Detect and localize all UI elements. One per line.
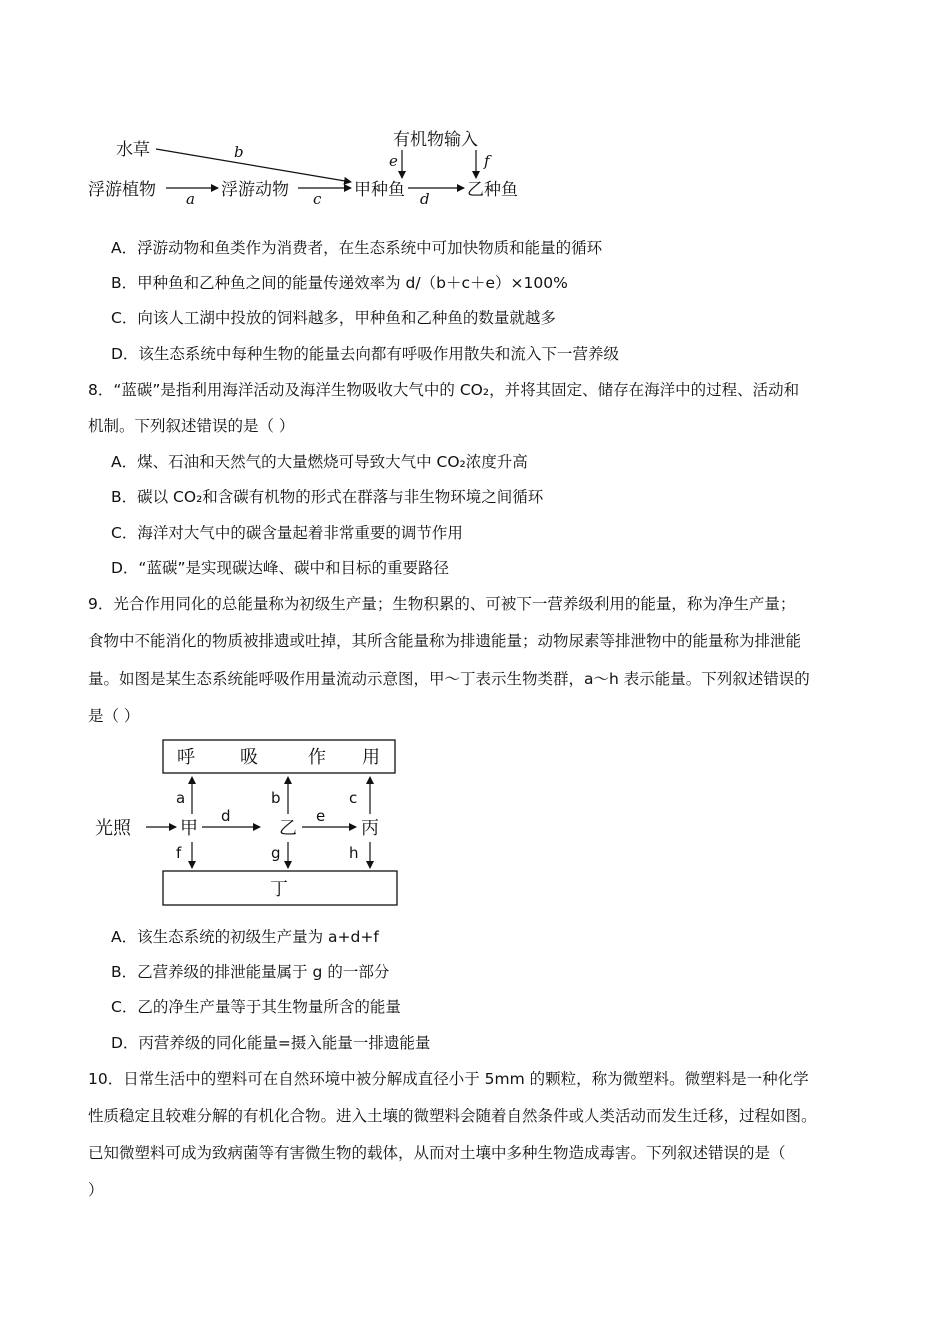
label-f: f	[484, 152, 490, 170]
label-c: c	[313, 190, 322, 208]
respiration-char-1: 呼	[177, 747, 195, 768]
label-g: g	[271, 844, 281, 862]
q9-stem-line-4: 是（ ）	[88, 707, 140, 725]
label-d: d	[420, 190, 430, 208]
q9-stem-line-2: 食物中不能消化的物质被排遗或吐掉，其所含能量称为排遗能量；动物尿素等排泄物中的能量称为排泄能	[88, 632, 802, 650]
label-c: c	[349, 789, 358, 807]
node-organic-input: 有机物输入	[393, 130, 478, 150]
label-b: b	[271, 789, 281, 807]
respiration-box	[163, 740, 395, 773]
q10-stem-line-1: 10．日常生活中的塑料可在自然环境中被分解成直径小于 5mm 的颗粒，称为微塑料。微塑料是一种化学	[88, 1070, 809, 1088]
q9-option-c[interactable]: C．乙的净生产量等于其生物量所含的能量	[111, 998, 401, 1016]
q10-stem-line-2: 性质稳定且较难分解的有机化合物。进入土壤的微塑料会随着自然条件或人类活动而发生迁移，过程如图。	[88, 1107, 817, 1125]
respiration-char-2: 吸	[240, 747, 258, 768]
q7-option-c[interactable]: C．向该人工湖中投放的饲料越多，甲种鱼和乙种鱼的数量就越多	[111, 309, 556, 327]
q10-stem-line-4: ）	[88, 1181, 104, 1199]
node-fuyou-dongwu: 浮游动物	[221, 180, 289, 200]
node-jia-zhong-yu: 甲种鱼	[354, 180, 405, 200]
yi-label: 乙	[279, 818, 297, 839]
q8-stem-line-1: 8．“蓝碳”是指利用海洋活动及海洋生物吸收大气中的 CO₂，并将其固定、储存在海洋中的过程、活动和	[88, 381, 800, 399]
jia-label: 甲	[180, 818, 198, 839]
q8-stem-line-2: 机制。下列叙述错误的是（ ）	[88, 417, 295, 435]
q10-stem-line-3: 已知微塑料可成为致病菌等有害微生物的载体，从而对土壤中多种生物造成毒害。下列叙述错误的是（	[88, 1144, 786, 1162]
q9-option-b[interactable]: B．乙营养级的排泄能量属于 g 的一部分	[111, 963, 390, 981]
q8-option-d[interactable]: D．“蓝碳”是实现碳达峰、碳中和目标的重要路径	[111, 559, 449, 577]
q9-option-a[interactable]: A．该生态系统的初级生产量为 a+d+f	[111, 928, 379, 946]
node-fuyou-zhiwu: 浮游植物	[88, 180, 156, 200]
q8-option-c[interactable]: C．海洋对大气中的碳含量起着非常重要的调节作用	[111, 524, 463, 542]
label-d: d	[221, 807, 231, 825]
q7-option-b[interactable]: B．甲种鱼和乙种鱼之间的能量传递效率为 d/（b＋c＋e）×100%	[111, 274, 568, 292]
q7-option-d[interactable]: D．该生态系统中每种生物的能量去向都有呼吸作用散失和流入下一营养级	[111, 345, 619, 363]
respiration-char-4: 用	[362, 747, 380, 768]
q8-option-b[interactable]: B．碳以 CO₂和含碳有机物的形式在群落与非生物环境之间循环	[111, 488, 544, 506]
label-e: e	[316, 807, 326, 825]
q8-option-a[interactable]: A．煤、石油和天然气的大量燃烧可导致大气中 CO₂浓度升高	[111, 453, 528, 471]
q9-option-d[interactable]: D．丙营养级的同化能量=摄入能量一排遗能量	[111, 1034, 431, 1052]
label-b: b	[234, 143, 244, 161]
label-h: h	[349, 844, 359, 862]
node-yi-zhong-yu: 乙种鱼	[467, 180, 518, 200]
label-a: a	[186, 190, 195, 208]
q7-option-a[interactable]: A．浮游动物和鱼类作为消费者，在生态系统中可加快物质和能量的循环	[111, 239, 603, 257]
ding-label: 丁	[270, 879, 288, 900]
label-e: e	[389, 152, 398, 170]
respiration-char-3: 作	[308, 747, 326, 768]
q9-stem-line-1: 9．光合作用同化的总能量称为初级生产量；生物积累的、可被下一营养级利用的能量，称为净生产量；	[88, 595, 796, 613]
node-shuicao: 水草	[116, 140, 150, 160]
label-a: a	[176, 789, 186, 807]
label-f: f	[176, 844, 182, 862]
bing-label: 丙	[361, 818, 379, 839]
q9-stem-line-3: 量。如图是某生态系统能呼吸作用量流动示意图，甲～丁表示生物类群，a～h 表示能量。下列叙述错误的	[88, 670, 810, 688]
light-label: 光照	[95, 818, 131, 839]
